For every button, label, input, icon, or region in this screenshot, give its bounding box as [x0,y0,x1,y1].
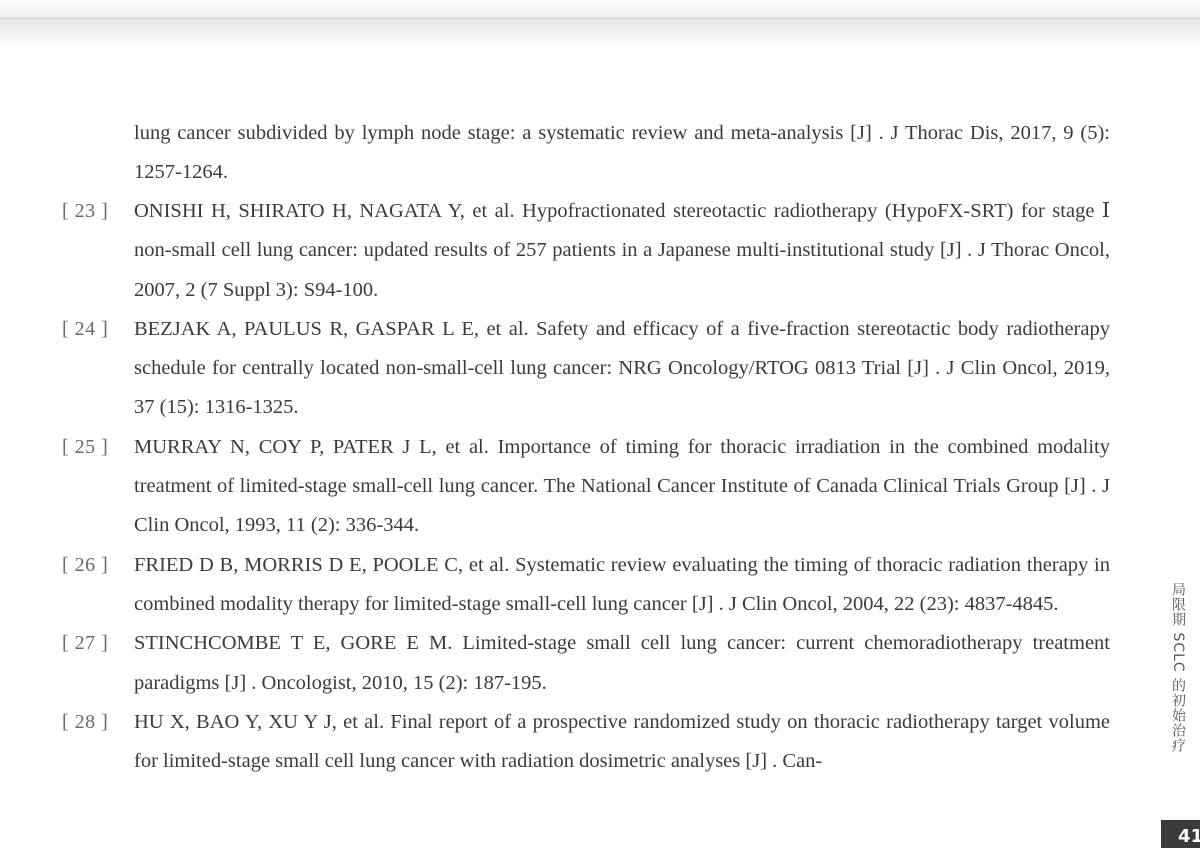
reference-item-25 [56,428,1110,546]
reference-text: STINCHCOMBE T E, GORE E M. Limited-stage small cell lung cancer: current chemoradiotherapy treatment paradigms [J] . Oncologist, 2010, 15 (2): 187-195. [134,632,1110,694]
reference-text: MURRAY N, COY P, PATER J L, et al. Importance of timing for thoracic irradiation in the combined modality treatment of limited-stage small-cell lung cancer. The National Cancer Institute of Canada Clinical Trials Group [J] . J Clin Oncol, 1993, 11 (2): 336-344. [134,435,1110,537]
page-number-tab [1161,820,1203,848]
reference-number: [ 28 ] [62,710,109,733]
reference-text: ONISHI H, SHIRATO H, NAGATA Y, et al. Hypofractionated stereotactic radiotherapy (HypoFX-SRT) for stage Ⅰ non-small cell lung cancer: updated results of 257 patients in a Japanese multi-institutional study [J] . J Thorac Oncol, 2007, 2 (7 Suppl 3): S94-100. [134,200,1110,301]
reference-item-26 [56,546,1110,625]
reference-item-28 [56,703,1110,782]
page-number: 41 [1178,826,1203,847]
reference-item-23 [56,192,1110,310]
reference-number: [ 27 ] [62,632,109,655]
reference-text: FRIED D B, MORRIS D E, POOLE C, et al. Systematic review evaluating the timing of thoracic radiation therapy in combined modality therapy for limited-stage small-cell lung cancer [J] . J Clin Oncol, 2004, 22 (23): 4837-4845. [134,553,1110,615]
reference-number: [ 23 ] [62,200,109,222]
reference-text: HU X, BAO Y, XU Y J, et al. Final report of a prospective randomized study on thoracic radiotherapy target volume for limited-stage small cell lung cancer with radiation dosimetric analyses [J] . Can- [134,710,1110,773]
reference-number: [ 25 ] [62,435,109,458]
reference-continuation-text: lung cancer subdivided by lymph node stage: a systematic review and meta-analysis [J] . J Thorac Dis, 2017, 9 (5): 1257-1264. [134,122,1110,184]
scan-shadow [0,0,1200,48]
reference-item-24 [56,310,1110,428]
reference-item-27 [56,624,1110,703]
reference-number: [ 26 ] [62,553,109,576]
reference-number: [ 24 ] [62,317,109,340]
scan-edge-line [0,17,1200,20]
reference-list [56,192,1110,781]
chapter-side-label: 局限期 SCLC 的初始治疗 [1170,582,1186,754]
reference-text: BEZJAK A, PAULUS R, GASPAR L E, et al. Safety and efficacy of a five-fraction stereotactic body radiotherapy schedule for centrally located non-small-cell lung cancer: NRG Oncology/RTOG 0813 Trial [J] . J Clin Oncol, 2019, 37 (15): 1316-1325. [134,317,1110,419]
